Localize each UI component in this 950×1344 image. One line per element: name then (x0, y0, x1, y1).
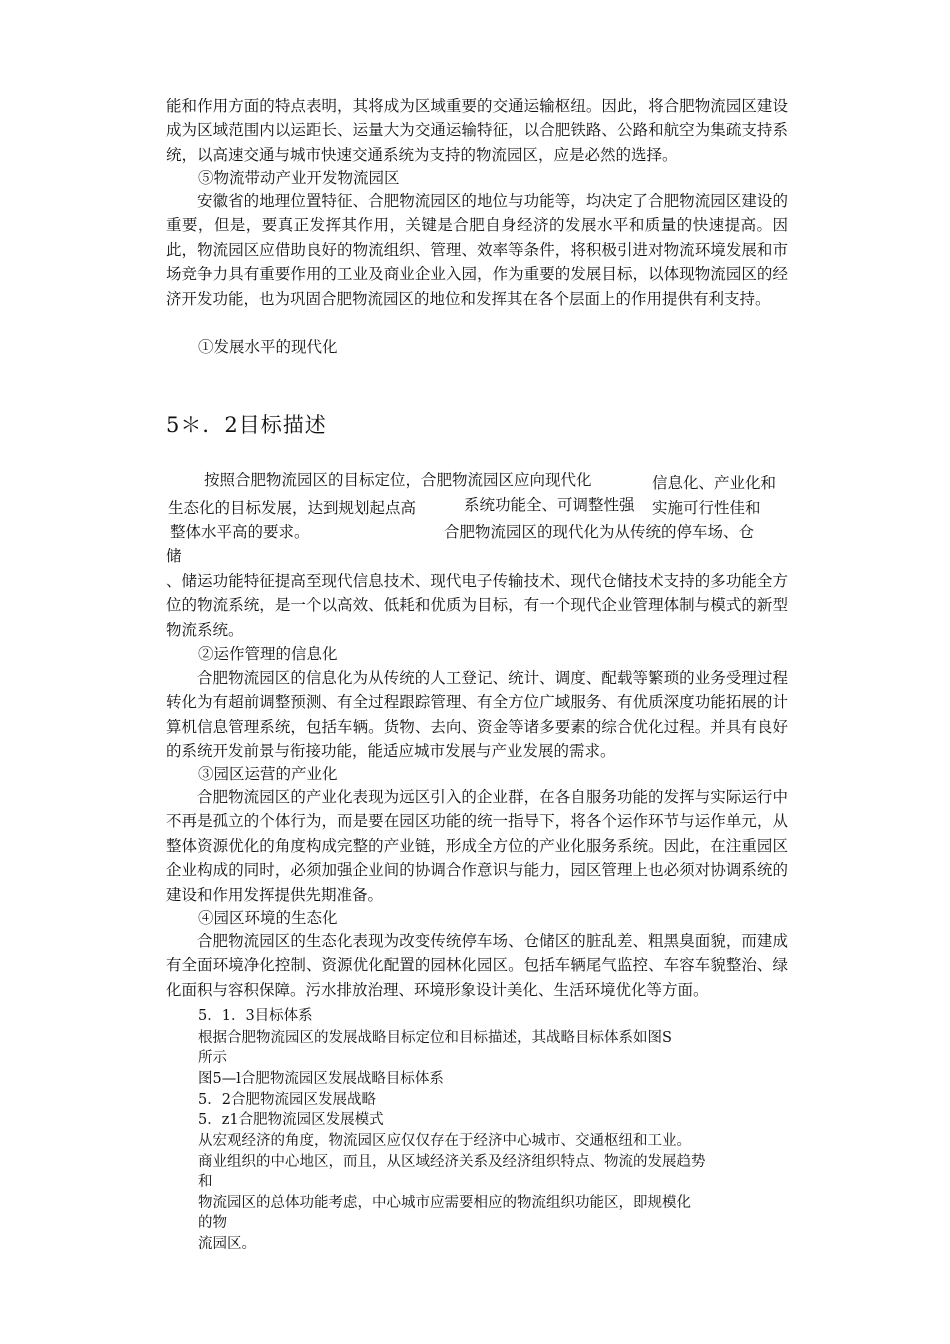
figure-caption: 图5—l合肥物流园区发展战略目标体系 (198, 1071, 444, 1087)
target-system-text: 根据合肥物流园区的发展战略目标定位和目标描述，其战略目标体系如图S (198, 1030, 672, 1046)
fragment-b3: 实施可行性佳和 (652, 499, 761, 517)
macro-text-line-2: 商业组织的中心地区，而且，从区域经济关系及经济组织特点、物流的发展趋势 (198, 1154, 706, 1170)
paragraph-transport-hub: 能和作用方面的特点表明，其将成为区域重要的交通运输枢纽。因此，将合肥物流园区建设成为区域范围内以运距长、运量大为交通运输特征，以合肥铁路、公路和航空为集疏支持系统，以高速交通与城市快速交通系统为支持的物流园区，应是必然的选择。 (166, 97, 788, 164)
fragment-d: 储 (166, 547, 182, 565)
macro-text-line-6: 流园区。 (198, 1236, 256, 1252)
subsection-5-2: 5．2合肥物流园区发展战略 (198, 1092, 376, 1108)
fragment-c2: 合肥物流园区的现代化为从传统的停车场、仓 (444, 523, 755, 541)
paragraph-modernization: 、储运功能特征提高至现代信息技术、现代电子传输技术、现代仓储技术支持的多功能全方位的物流系统，是一个以高效、低耗和优质为目标，有一个现代企业管理体制与模式的新型物流系统。 (166, 572, 788, 639)
paragraph-industrial-development: 安徽省的地理位置特征、合肥物流园区的地位与功能等，均决定了合肥物流园区建设的重要，但是，要真正发挥其作用，关键是合肥自身经济的发展水平和质量的快速提高。因此，物流园区应借助良好的物流组织、管理、效率等条件，将积极引进对物流环境发展和市场竞争力具有重要作用的工业及商业企业入园，作为重要的发展目标，以体现物流园区的经济开发功能，也为巩固合肥物流园区的地位和发挥其在各个层面上的作用提供有利支持。 (166, 192, 788, 308)
paragraph-industrialization: 合肥物流园区的产业化表现为远区引入的企业群，在各自服务功能的发挥与实际运行中不再是孤立的个体行为，而是要在园区功能的统一指导下，将各个运作环节与运作单元，从整体资源优化的角度构成完整的产业链，形成全方位的产业化服务系统。因此，在注重园区企业构成的同时，必须加强企业间的协调合作意识与能力，园区管理上也必须对协调系统的建设和作用发挥提供先期准备。 (166, 788, 788, 904)
subsection-5-1-3: 5．1．3目标体系 (198, 1008, 313, 1024)
section-heading-5-2: 5＊．2目标描述 (166, 413, 327, 437)
macro-text-line-1: 从宏观经济的角度，物流园区应仅仅存在于经济中心城市、交通枢纽和工业。 (198, 1133, 691, 1149)
item-1-heading: ①发展水平的现代化 (198, 338, 338, 356)
macro-text-line-3: 和 (198, 1174, 213, 1190)
fragment-b1: 生态化的目标发展，达到规划起点高 (168, 499, 417, 517)
fragment-c1: 整体水平高的要求。 (170, 523, 310, 541)
fragment-a1: 按照合肥物流园区的目标定位，合肥物流园区应向现代化 (204, 471, 592, 489)
paragraph-informatization: 合肥物流园区的信息化为从传统的人工登记、统计、调度、配载等繁琐的业务受理过程转化为有超前调整预测、有全过程跟踪管理、有全方位广域服务、有优质深度功能拓展的计算机信息管理系统，包括车辆。货物、去向、资金等诸多要素的综合优化过程。并具有良好的系统开发前景与衔接功能，能适应城市发展与产业发展的需求。 (166, 669, 788, 761)
macro-text-line-5: 的物 (198, 1215, 227, 1231)
item-3-heading: ③园区运营的产业化 (198, 765, 338, 783)
item-4-heading: ④园区环境的生态化 (198, 909, 338, 927)
item-2-heading: ②运作管理的信息化 (198, 645, 338, 663)
subsection-5-z1: 5．z1合肥物流园区发展模式 (198, 1112, 384, 1128)
macro-text-line-4: 物流园区的总体功能考虑，中心城市应需要相应的物流组织功能区，即规模化 (198, 1195, 691, 1211)
fragment-b2: 系统功能全、可调整性强 (464, 496, 635, 514)
fragment-a2: 信息化、产业化和 (652, 474, 777, 492)
target-system-text-cont: 所示 (198, 1050, 227, 1066)
item-5-heading: ⑤物流带动产业开发物流园区 (198, 169, 400, 187)
paragraph-ecologicalization: 合肥物流园区的生态化表现为改变传统停车场、仓储区的脏乱差、粗黑臭面貌，而建成有全面环境净化控制、资源优化配置的园林化园区。包括车辆尾气监控、车容车貌整治、绿化面积与容积保障。污水排放治理、环境形象设计美化、生活环境优化等方面。 (166, 932, 788, 999)
